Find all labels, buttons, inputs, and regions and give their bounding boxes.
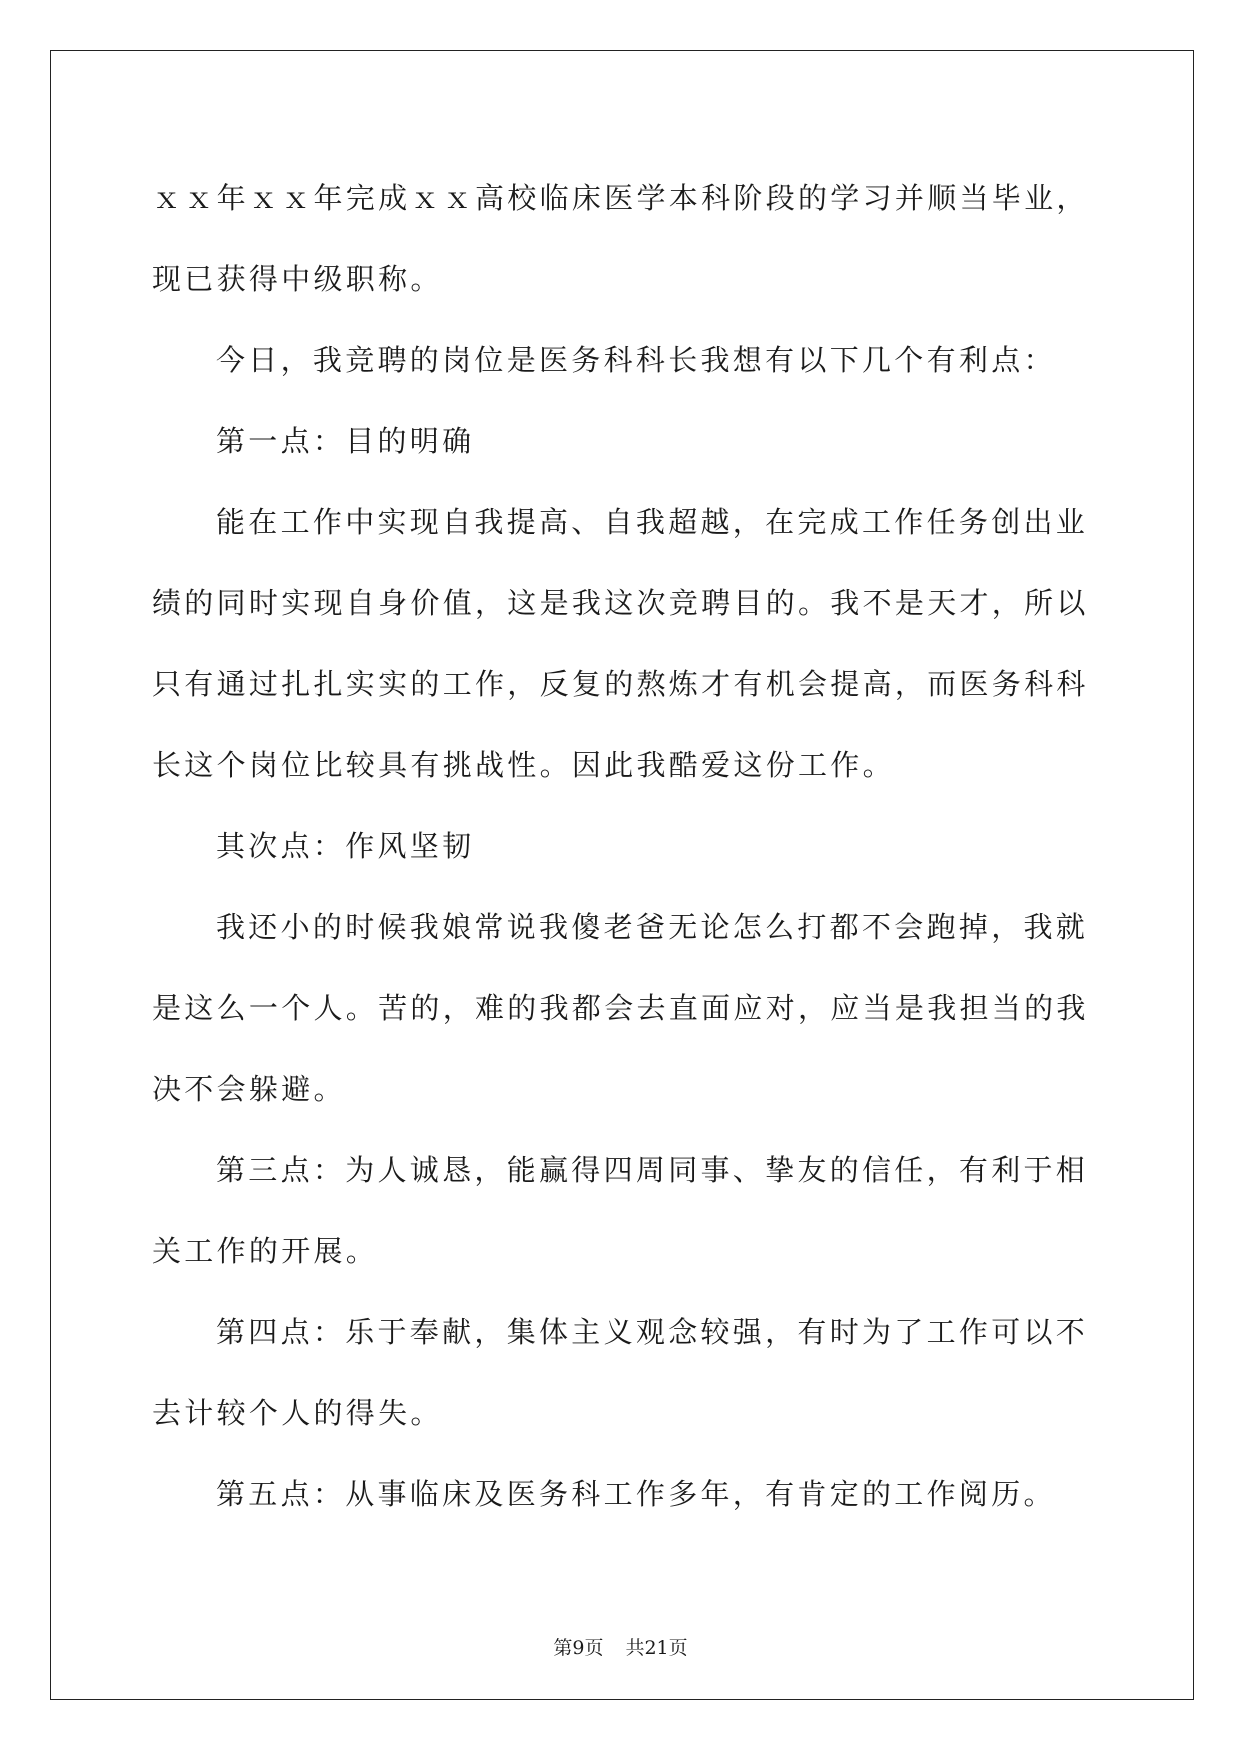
page-total: 共21页 bbox=[625, 1637, 688, 1659]
paragraph-1: ｘｘ年ｘｘ年完成ｘｘ高校临床医学本科阶段的学习并顺当毕业，现已获得中级职称。 bbox=[152, 181, 1089, 296]
paragraph-6: 第四点：乐于奉献，集体主义观念较强，有时为了工作可以不去计较个人的得失。 bbox=[152, 1315, 1089, 1430]
paragraph-7: 第五点：从事临床及医务科工作多年，有肯定的工作阅历。 bbox=[216, 1477, 1056, 1511]
section-heading-2: 其次点：作风坚韧 bbox=[216, 829, 475, 863]
paragraph-3: 能在工作中实现自我提高、自我超越，在完成工作任务创出业绩的同时实现自身价值，这是我这次竞聘目的。我不是天才，所以只有通过扎扎实实的工作，反复的熬炼才有机会提高，而医务科科长这个岗位比较具有挑战性。因此我酷爱这份工作。 bbox=[152, 505, 1089, 782]
document-body bbox=[152, 158, 1092, 1535]
paragraph-5: 第三点：为人诚恳，能赢得四周同事、挚友的信任，有利于相关工作的开展。 bbox=[152, 1153, 1089, 1268]
page-number: 第9页 bbox=[553, 1637, 604, 1659]
section-heading-1: 第一点：目的明确 bbox=[216, 424, 475, 458]
page-footer bbox=[0, 1633, 1241, 1660]
paragraph-4: 我还小的时候我娘常说我傻老爸无论怎么打都不会跑掉，我就是这么一个人。苦的，难的我都会去直面应对，应当是我担当的我决不会躲避。 bbox=[152, 910, 1089, 1106]
paragraph-2: 今日，我竞聘的岗位是医务科科长我想有以下几个有利点： bbox=[216, 343, 1056, 377]
